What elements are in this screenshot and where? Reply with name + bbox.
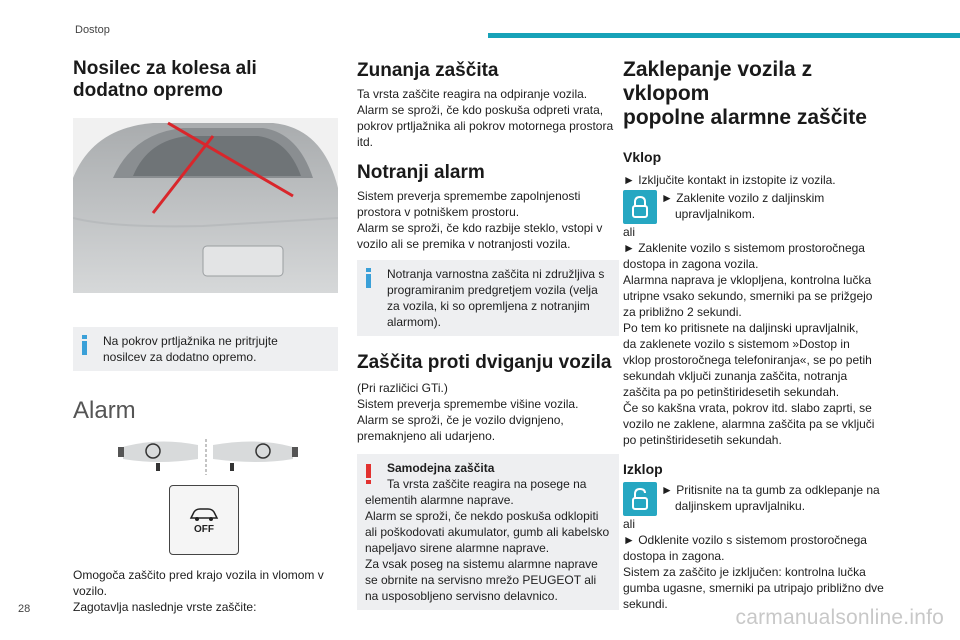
locking-title-line2: popolne alarmne zaščite xyxy=(623,106,867,129)
ext-line: Ta vrsta zaščite reagira na odpiranje vozila. xyxy=(357,87,588,101)
deactivation-title: Izklop xyxy=(623,461,663,477)
deactivation-or: ali xyxy=(623,517,636,531)
alarm-desc-line3: Zagotavlja naslednje vrste zaščite: xyxy=(73,600,257,614)
bike-carrier-info-note xyxy=(73,327,338,371)
alarm-sensor-illustration xyxy=(118,437,298,477)
lock-icon xyxy=(623,190,657,224)
ext-line: itd. xyxy=(357,135,374,149)
warn-line: Za vsak poseg na sistemu alarmne naprave xyxy=(365,557,598,571)
activation-line: zaščita pa po petinštiridesetih sekundah. xyxy=(623,385,840,399)
lift-protection-text xyxy=(357,380,619,444)
deactivation-line: dostopa in zagona. xyxy=(623,549,725,563)
activation-line: vklop prostoročnega telefoniranja«, se po petih xyxy=(623,353,872,367)
activation-line: da zaklenete vozilo s sistemom »Dostop in xyxy=(623,337,850,351)
info-icon xyxy=(366,268,371,288)
warning-icon xyxy=(366,464,371,484)
warn-line: Ta vrsta zaščite reagira na posege na xyxy=(387,477,587,491)
unlock-icon xyxy=(623,482,657,516)
lock-step-line-b: upravljalnikom. xyxy=(675,207,756,221)
header-accent-bar xyxy=(488,33,960,38)
deactivation-line: ► Odklenite vozilo s sistemom prostoročnega xyxy=(623,533,867,547)
exterior-protection-text xyxy=(357,86,619,150)
exterior-protection-title: Zunanja zaščita xyxy=(357,60,499,81)
activation-line: dostopa in zagona vozila. xyxy=(623,257,759,271)
car-tailgate-illustration xyxy=(73,118,338,293)
bike-carrier-note-line2: nosilcev za dodatno opremo. xyxy=(103,350,257,364)
activation-line: sekundah vključi zunanja zaščita, notranja xyxy=(623,369,848,383)
alarm-title: Alarm xyxy=(73,397,136,424)
int-line: prostora v potniškem prostoru. xyxy=(357,205,520,219)
int-line: Alarm se sproži, če kdo razbije steklo, vstopi v xyxy=(357,221,603,235)
column-bike-carrier-alarm xyxy=(73,52,338,615)
deactivation-details xyxy=(623,532,903,612)
warn-line: elementih alarmne naprave. xyxy=(365,493,514,507)
warn-line: na usposobljeno servisno delavnico. xyxy=(365,589,558,603)
column-protection-types xyxy=(357,52,619,610)
watermark: carmanualsonline.info xyxy=(735,606,944,629)
lift-line: Alarm se sproži, če je vozilo dvignjeno, xyxy=(357,413,564,427)
off-label: OFF xyxy=(194,523,214,535)
interior-alarm-text xyxy=(357,188,619,252)
int-note-line: programiranim predgretjem vozila (velja xyxy=(387,283,598,297)
alarm-description xyxy=(73,567,338,615)
warning-title: Samodejna zaščita xyxy=(387,461,495,475)
warn-line: Alarm se sproži, če nekdo poskuša odklopiti xyxy=(365,509,599,523)
lock-step-line-a: ► Zaklenite vozilo z daljinskim xyxy=(661,191,825,205)
deactivation-line: gumba ugasne, smerniki pa utripajo približno dve xyxy=(623,581,884,595)
activation-line: vozilo ne zaklene, alarmna zaščita pa se vključi xyxy=(623,417,875,431)
activation-step1: ► Izključite kontakt in izstopite iz vozila. xyxy=(623,173,836,187)
locking-title-line1: Zaklepanje vozila z vklopom xyxy=(623,58,813,105)
alarm-off-button xyxy=(169,485,239,555)
section-header: Dostop xyxy=(75,24,110,36)
lock-step-row xyxy=(623,190,903,224)
int-line: vozilo ali se premika v notranjosti vozila. xyxy=(357,237,571,251)
deactivation-line: sekundi. xyxy=(623,597,668,611)
activation-line: po petinštiridesetih sekundah. xyxy=(623,433,782,447)
unlock-step-line-a: ► Pritisnite na ta gumb za odklepanje na xyxy=(661,483,880,497)
activation-line: utripne vsako sekundo, smerniki pa se prižgejo xyxy=(623,289,873,303)
int-note-line: Notranja varnostna zaščita ni združljiva s xyxy=(387,267,605,281)
activation-title: Vklop xyxy=(623,149,662,165)
activation-line: za približno 2 sekundi. xyxy=(623,305,742,319)
alarm-desc-line2: vozilo. xyxy=(73,584,108,598)
activation-details xyxy=(623,240,903,448)
locking-alarm-title xyxy=(623,58,903,130)
car-alarm-icon xyxy=(188,506,220,522)
interior-alarm-info-note xyxy=(357,260,619,336)
page-number: 28 xyxy=(18,603,31,615)
lift-line: Sistem preverja spremembe višine vozila. xyxy=(357,397,579,411)
activation-line: Alarmna naprava je vklopljena, kontrolna lučka xyxy=(623,273,872,287)
activation-line: Po tem ko pritisnete na daljinski upravljalnik, xyxy=(623,321,859,335)
info-icon xyxy=(82,335,87,355)
self-protection-warning-note xyxy=(357,454,619,610)
activation-line: ► Zaklenite vozilo s sistemom prostoročnega xyxy=(623,241,865,255)
warn-line: ali poškodovati akumulator, gumb ali kabelsko xyxy=(365,525,610,539)
bike-carrier-title-line1: Nosilec za kolesa ali xyxy=(73,58,257,79)
unlock-step-row xyxy=(623,482,903,516)
int-note-line: alarmom). xyxy=(387,315,442,329)
interior-alarm-title: Notranji alarm xyxy=(357,162,485,183)
ext-line: pokrov prtljažnika ali pokrov motornega prostora xyxy=(357,119,614,133)
bike-carrier-title xyxy=(73,58,338,102)
int-note-line: za vozila, ki so opremljena z notranjim xyxy=(387,299,590,313)
unlock-step-line-b: daljinskem upravljalniku. xyxy=(675,499,806,513)
bike-carrier-title-line2: dodatno opremo xyxy=(73,80,223,101)
lift-line: (Pri različici GTi.) xyxy=(357,381,448,395)
ext-line: Alarm se sproži, če kdo poskuša odpreti vrata, xyxy=(357,103,604,117)
lift-protection-title: Zaščita proti dviganju vozila xyxy=(357,352,612,373)
bike-carrier-note-line1: Na pokrov prtljažnika ne pritrjujte xyxy=(103,334,278,348)
warn-line: se obrnite na servisno mrežo PEUGEOT ali xyxy=(365,573,597,587)
warn-line: napeljavo sirene alarmne naprave. xyxy=(365,541,550,555)
alarm-desc-line1: Omogoča zaščito pred krajo vozila in vlomom v xyxy=(73,568,324,582)
activation-line: Če so kakšna vrata, pokrov itd. slabo zaprti, se xyxy=(623,401,872,415)
deactivation-line: Sistem za zaščito je izključen: kontrolna lučka xyxy=(623,565,866,579)
lift-line: premaknjeno ali udarjeno. xyxy=(357,429,496,443)
int-line: Sistem preverja spremembe zapolnjenosti xyxy=(357,189,581,203)
column-locking-alarm xyxy=(623,52,903,612)
activation-or: ali xyxy=(623,225,636,239)
